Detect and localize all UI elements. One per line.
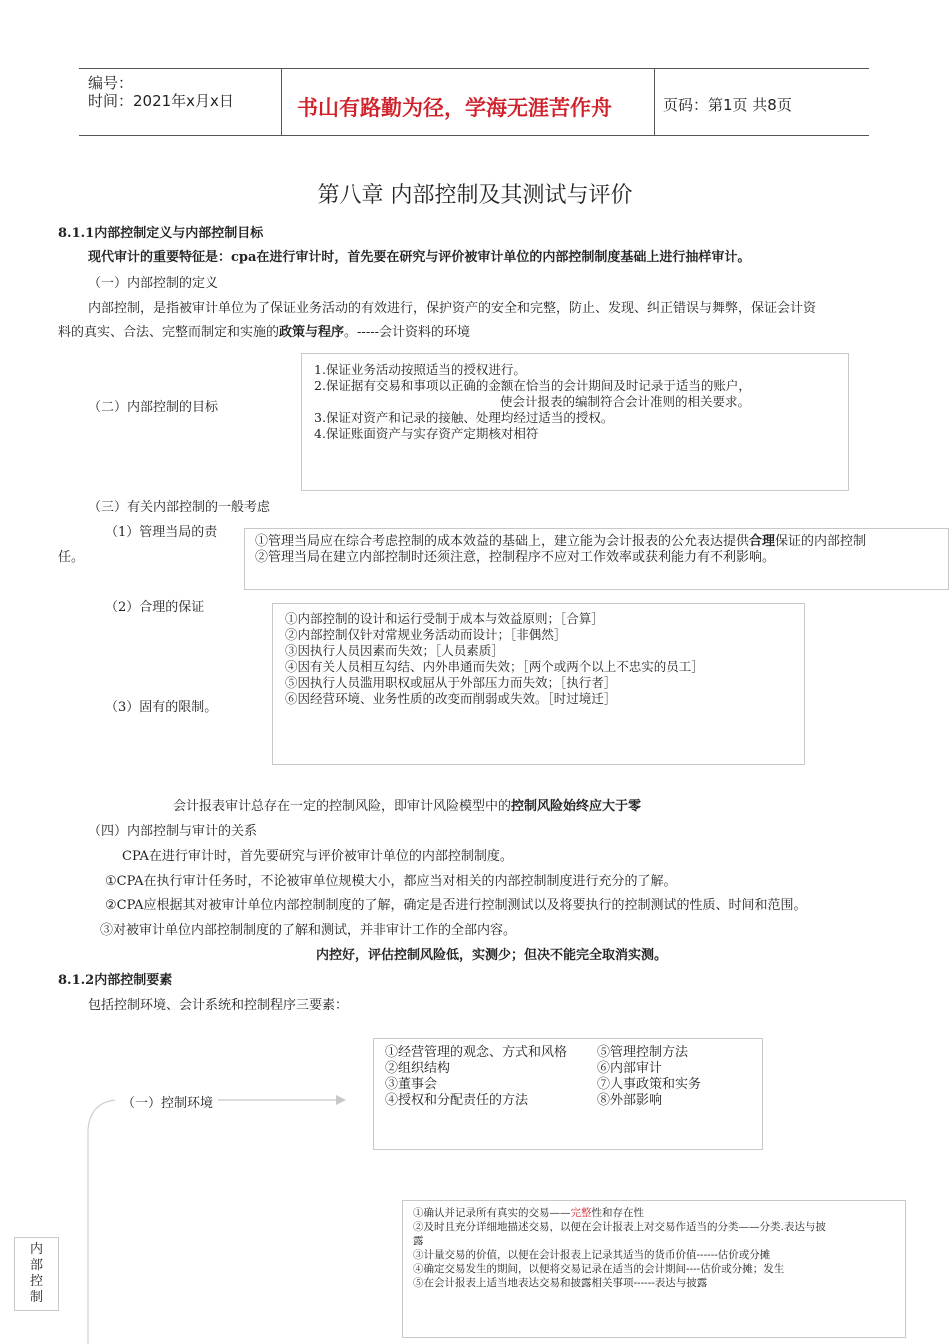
chapter-title: 第八章 内部控制及其测试与评价 xyxy=(317,183,633,208)
section-heading-811: 8.1.1内部控制定义与内部控制目标 xyxy=(58,226,264,241)
goal-heading: （二）内部控制的目标 xyxy=(88,400,219,415)
general-heading: （三）有关内部控制的一般考虑 xyxy=(88,500,271,515)
side-label-char: 部 xyxy=(29,1258,43,1273)
tree-branch-line xyxy=(88,1100,115,1344)
internal-control-side-label xyxy=(14,1237,59,1311)
relation-intro: CPA在进行审计时，首先要研究与评价被审计单位的内部控制制度。 xyxy=(122,849,513,864)
definition-emphasis: 政策与程序 xyxy=(279,325,345,340)
env-item: ②组织结构 xyxy=(385,1061,451,1076)
env-item: ①经营管理的观念、方式和风格 xyxy=(385,1045,568,1060)
env-item: ⑦人事政策和实务 xyxy=(597,1077,702,1092)
relation-item: ②CPA应根据其对被审计单位内部控制制度的了解，确定是否进行控制测试以及将要执行的控制测试的性质、时间和范围。 xyxy=(105,898,807,913)
header-page-number: 页码：第1页 共8页 xyxy=(663,96,792,114)
definition-heading: （一）内部控制的定义 xyxy=(88,276,219,291)
limit-item: ③因执行人员因素而失效；［人员素质］ xyxy=(285,643,504,658)
accounting-item: ③计量交易的价值，以便在会计报表上记录其适当的货币价值------估价或分摊 xyxy=(413,1249,771,1261)
goal-item: 4.保证账面资产与实存资产定期核对相符 xyxy=(314,426,539,441)
env-item: ③董事会 xyxy=(385,1077,438,1092)
control-environment-label: （一）控制环境 xyxy=(122,1096,214,1111)
limit-item: ④因有关人员相互勾结、内外串通而失效；［两个或两个以上不忠实的员工］ xyxy=(285,659,704,674)
relation-conclusion: 内控好，评估控制风险低，实测少；但决不能完全取消实测。 xyxy=(316,948,668,963)
accounting-item: ⑤在会计报表上适当地表达交易和披露相关事项------表达与披露 xyxy=(413,1277,708,1289)
env-item: ⑧外部影响 xyxy=(597,1093,663,1108)
header-divider xyxy=(654,68,655,135)
definition-note: 。-----会计资料的环境 xyxy=(344,325,470,340)
definition-text: 料的真实、合法、完整而制定和实施的 xyxy=(58,325,280,340)
goal-item: 2.保证据有交易和事项以正确的金额在恰当的会计期间及时记录于适当的账户， xyxy=(314,378,751,393)
accounting-item-highlight: 完整 xyxy=(570,1207,592,1219)
section-heading-812: 8.1.2内部控制要素 xyxy=(58,973,173,988)
header-time: 时间：2021年x月x日 xyxy=(88,92,234,110)
goal-item: 使会计报表的编制符合会计准则的相关要求。 xyxy=(500,394,751,409)
header-number-label: 编号： xyxy=(88,74,134,92)
limit-item: ①内部控制的设计和运行受制于成本与效益原则；［合算］ xyxy=(285,611,604,626)
limit-item: ⑤因执行人员滥用职权或屈从于外部压力而失效；［执行者］ xyxy=(285,675,617,690)
env-item: ⑥内部审计 xyxy=(597,1061,663,1076)
definition-text-line2 xyxy=(58,321,470,340)
accounting-item xyxy=(413,1206,905,1220)
accounting-item: ②及时且充分详细地描述交易，以便在会计报表上对交易作适当的分类——分类.表达与披 xyxy=(413,1221,826,1233)
relation-heading: （四）内部控制与审计的关系 xyxy=(88,824,258,839)
relation-item: ③对被审计单位内部控制制度的了解和测试，并非审计工作的全部内容。 xyxy=(100,923,517,938)
reasonable-label: （2）合理的保证 xyxy=(105,600,205,615)
limits-box xyxy=(272,603,805,765)
limit-item: ⑥因经营环境、业务性质的改变而削弱或失效。［时过境迁］ xyxy=(285,691,617,706)
limit-item: ②内部控制仅针对常规业务活动而设计；［非偶然］ xyxy=(285,627,567,642)
control-environment-box xyxy=(373,1038,763,1150)
mgmt-label: （1）管理当局的责 xyxy=(105,525,218,540)
header-motto: 书山有路勤为径，学海无涯苦作舟 xyxy=(297,96,612,120)
goal-box xyxy=(301,353,849,491)
mgmt-item: ②管理当局在建立内部控制时还须注意，控制程序不应对工作效率或获利能力有不利影响。 xyxy=(255,550,776,565)
elements-intro: 包括控制环境、会计系统和控制程序三要素： xyxy=(88,998,349,1013)
mgmt-item-emphasis: 合理 xyxy=(749,534,776,549)
accounting-system-box xyxy=(402,1200,906,1338)
mgmt-item xyxy=(255,534,948,550)
side-label-char: 内 xyxy=(29,1242,43,1257)
header-divider xyxy=(281,68,282,135)
side-label-char: 控 xyxy=(29,1274,43,1289)
relation-item: ①CPA在执行审计任务时，不论被审单位规模大小，都应当对相关的内部控制制度进行充分的了解。 xyxy=(105,874,677,889)
arrow-head-icon xyxy=(336,1095,346,1105)
limits-label: （3）固有的限制。 xyxy=(105,700,218,715)
mgmt-item-text: 保证的内部控制 xyxy=(775,534,867,549)
goal-item: 3.保证对资产和记录的接触、处理均经过适当的授权。 xyxy=(314,410,614,425)
risk-note-emphasis: 控制风险始终应大于零 xyxy=(511,799,642,814)
risk-note xyxy=(173,795,641,814)
accounting-item-text: ①确认并记录所有真实的交易—— xyxy=(413,1207,571,1219)
env-item: ④授权和分配责任的方法 xyxy=(385,1093,529,1108)
header-bottom-rule xyxy=(79,135,869,136)
env-item: ⑤管理控制方法 xyxy=(597,1045,689,1060)
accounting-item-text: 性和存在性 xyxy=(591,1207,644,1219)
accounting-item: 露 xyxy=(413,1235,424,1247)
section-intro: 现代审计的重要特征是：cpa在进行审计时，首先要在研究与评价被审计单位的内部控制制度基础上进行抽样审计。 xyxy=(88,250,751,265)
mgmt-item-text: ①管理当局应在综合考虑控制的成本效益的基础上，建立能为会计报表的公允表达提供 xyxy=(255,534,750,549)
goal-item: 1.保证业务活动按照适当的授权进行。 xyxy=(314,362,526,377)
header-top-rule xyxy=(79,68,869,69)
definition-text-line1: 内部控制，是指被审计单位为了保证业务活动的有效进行，保护资产的安全和完整，防止、发现、纠正错误与舞弊，保证会计资 xyxy=(88,301,817,316)
accounting-item: ④确定交易发生的期间，以便将交易记录在适当的会计期间----估价或分摊；发生 xyxy=(413,1263,785,1275)
risk-note-text: 会计报表审计总存在一定的控制风险，即审计风险模型中的 xyxy=(173,799,512,814)
mgmt-box xyxy=(244,528,949,590)
mgmt-label-continued: 任。 xyxy=(58,550,85,565)
side-label-char: 制 xyxy=(29,1290,43,1305)
